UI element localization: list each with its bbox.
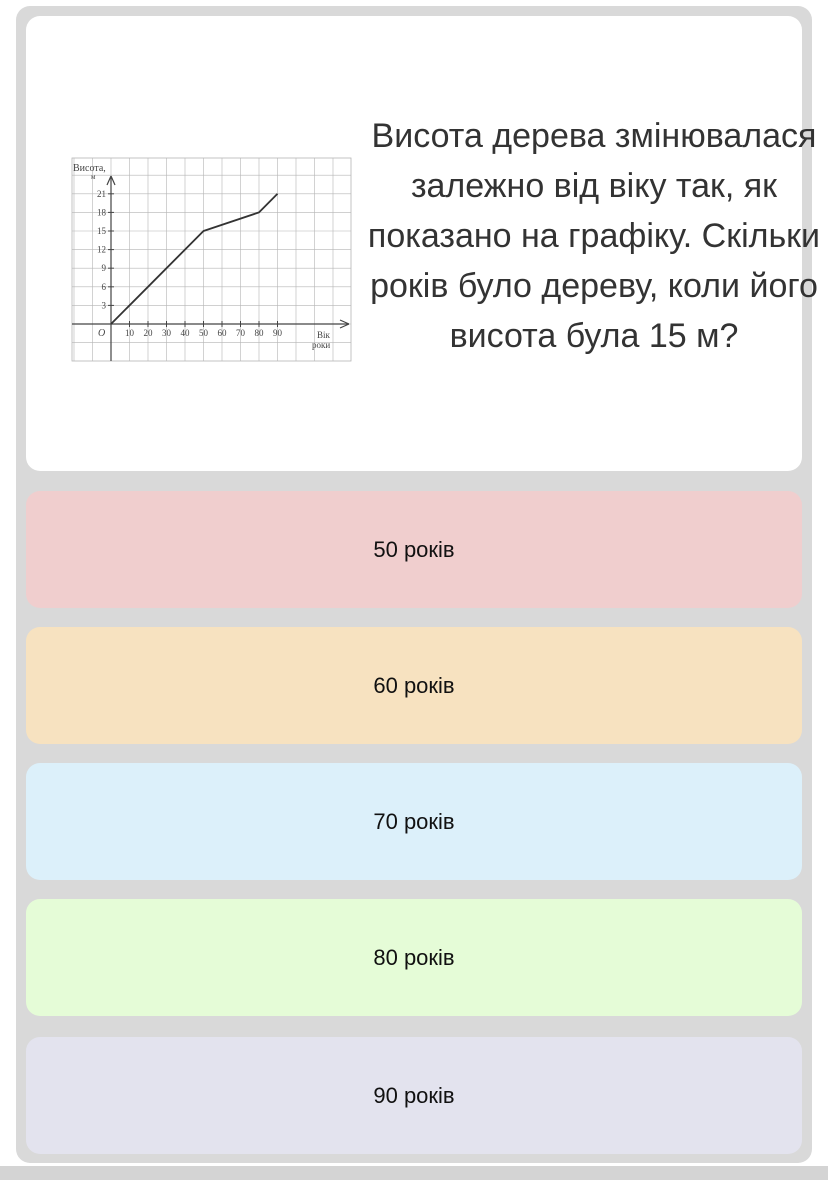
- answer-option-3[interactable]: [26, 763, 802, 880]
- x-tick-label: 20: [143, 328, 153, 338]
- x-axis-title: Вік: [317, 330, 330, 340]
- y-tick-label: 21: [97, 188, 106, 199]
- x-tick-label: 50: [199, 328, 208, 338]
- answer-label: 70 років: [373, 808, 455, 834]
- answer-option-2[interactable]: [26, 627, 802, 744]
- y-tick-label: 18: [97, 207, 106, 218]
- answer-option-1[interactable]: [26, 491, 802, 608]
- y-tick-label: 12: [97, 244, 106, 255]
- answer-option-4[interactable]: [26, 899, 802, 1016]
- question-card: [26, 16, 821, 471]
- height-age-graph: [70, 156, 354, 364]
- y-axis-unit: м: [91, 173, 96, 181]
- y-tick-label: 3: [101, 300, 106, 311]
- x-tick-label: 60: [217, 328, 227, 338]
- answer-label: 60 років: [373, 672, 455, 698]
- graph-tick-labels: [97, 189, 283, 338]
- y-tick-label: 9: [101, 263, 106, 274]
- series-line: [111, 194, 278, 324]
- answer-label: 80 років: [373, 944, 455, 970]
- question-text: Висота дерева змінювалася залежно від віку так, як показано на графіку. Скільки років було дереву, коли його висота була 15 м?: [367, 117, 821, 355]
- answer-option-5[interactable]: [26, 1037, 802, 1154]
- graph-border: [72, 158, 351, 361]
- y-tick-label: 6: [101, 281, 106, 292]
- answer-label: 90 років: [373, 1082, 455, 1108]
- x-tick-label: 30: [162, 328, 171, 338]
- x-tick-label: 90: [273, 328, 282, 338]
- origin-label: O: [98, 328, 106, 339]
- x-tick-label: 10: [125, 328, 134, 338]
- x-tick-label: 80: [254, 328, 264, 338]
- x-tick-label: 40: [180, 328, 190, 338]
- bottom-bar: [0, 1166, 828, 1180]
- y-axis-title: Висота,: [73, 163, 106, 174]
- x-tick-label: 70: [236, 328, 245, 338]
- graph-grid: [72, 158, 351, 361]
- answer-label: 50 років: [373, 536, 455, 562]
- y-tick-label: 15: [97, 226, 106, 236]
- graph-series: [111, 194, 278, 324]
- graph-axis-labels: [73, 163, 331, 350]
- x-axis-unit: роки: [312, 340, 331, 350]
